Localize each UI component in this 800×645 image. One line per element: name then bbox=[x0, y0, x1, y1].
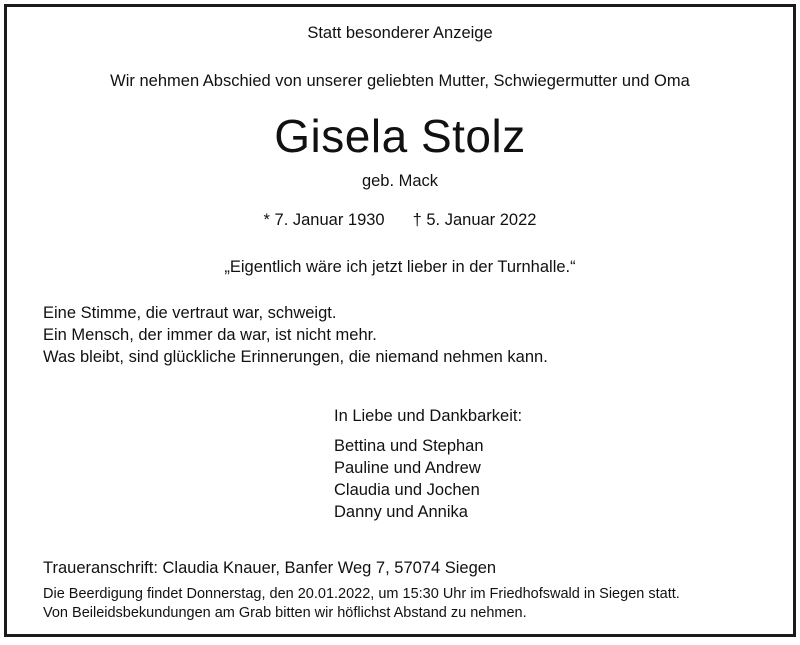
mourners-list bbox=[334, 435, 484, 523]
mourner-entry: Pauline und Andrew bbox=[334, 459, 481, 477]
birth-date: * 7. Januar 1930 bbox=[263, 211, 385, 229]
mourner-entry: Danny und Annika bbox=[334, 503, 468, 521]
poem-line: Ein Mensch, der immer da war, ist nicht mehr. bbox=[43, 326, 377, 344]
quote-text: „Eigentlich wäre ich jetzt lieber in der Turnhalle.“ bbox=[224, 258, 576, 276]
condolences-text: Von Beileidsbekundungen am Grab bitten wir höflichst Abstand zu nehmen. bbox=[43, 605, 527, 621]
intro-text: Wir nehmen Abschied von unserer geliebten Mutter, Schwiegermutter und Oma bbox=[110, 72, 690, 90]
notice-frame bbox=[4, 4, 796, 637]
poem-line: Was bleibt, sind glückliche Erinnerungen, die niemand nehmen kann. bbox=[43, 348, 548, 366]
life-dates bbox=[7, 209, 793, 231]
deceased-name: Gisela Stolz bbox=[274, 110, 526, 162]
funeral-text: Die Beerdigung findet Donnerstag, den 20.01.2022, um 15:30 Uhr im Friedhofswald in Siegen statt. bbox=[43, 586, 680, 602]
header-text: Statt besonderer Anzeige bbox=[307, 24, 493, 42]
mourner-entry: Claudia und Jochen bbox=[334, 481, 480, 499]
mourner-entry: Bettina und Stephan bbox=[334, 437, 484, 455]
address-text: Traueranschrift: Claudia Knauer, Banfer Weg 7, 57074 Siegen bbox=[43, 559, 497, 577]
gratitude-text: In Liebe und Dankbarkeit: bbox=[334, 407, 523, 425]
death-date: † 5. Januar 2022 bbox=[412, 211, 537, 229]
poem bbox=[43, 302, 548, 368]
poem-line: Eine Stimme, die vertraut war, schweigt. bbox=[43, 304, 337, 322]
maiden-name: geb. Mack bbox=[361, 172, 439, 190]
